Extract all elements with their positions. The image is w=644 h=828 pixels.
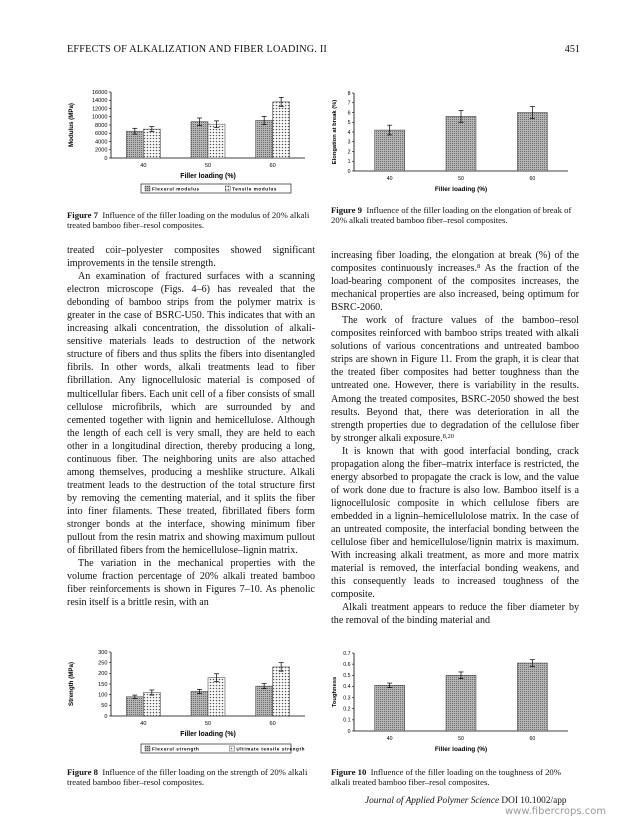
watermark: www.fibercrops.com xyxy=(505,806,607,817)
legend-label: Ultimate tensile strength xyxy=(236,746,306,752)
y-tick-label: 0 xyxy=(347,168,351,175)
bar xyxy=(446,116,476,171)
bar xyxy=(273,667,290,716)
y-tick-label: 4 xyxy=(347,129,351,136)
y-tick-label: 2 xyxy=(347,149,351,156)
right-paragraph-1 xyxy=(331,249,579,314)
figure-8-text: Influence of the filler loading on the strength of 20% alkali treated bamboo fiber–resol composites. xyxy=(67,767,308,788)
bar xyxy=(517,113,547,172)
bar xyxy=(256,686,273,716)
running-title: EFFECTS OF ALKALIZATION AND FIBER LOADING. II xyxy=(67,44,328,55)
y-tick-label: 150 xyxy=(98,681,108,688)
figure-9-chart xyxy=(330,89,580,193)
right-column-text xyxy=(331,249,579,627)
y-axis-label: Modulus (MPa) xyxy=(68,103,75,147)
y-tick-label: 0.6 xyxy=(343,661,351,668)
figure-8-label: Figure 8 xyxy=(67,767,98,777)
legend-label: Flexural modulus xyxy=(152,186,200,192)
y-tick-label: 0.1 xyxy=(343,717,351,724)
bar xyxy=(273,102,290,158)
bar xyxy=(375,685,405,731)
left-paragraph-1: treated coir–polyester composites showed significant improvements in the tensile strength. xyxy=(67,245,315,270)
right-paragraph-1-text: increasing fiber loading, the elongation at break (%) of the composites continuously increases. xyxy=(331,250,579,275)
x-tick-label: 60 xyxy=(269,721,276,727)
x-tick-label: 60 xyxy=(529,176,536,182)
y-tick-label: 6 xyxy=(347,110,351,117)
right-paragraph-3: It is known that with good interfacial bonding, crack propagation along the fiber–matrix interface is restricted, the energy absorbed to propagate the crack is low, and the value of work done due to fracture is also low. Bamboo itself is a lignocellulosic composite in which cellulose fibers are embedded in a lignin–hemicellulolose matrix. In the case of an untreated composite, the interfacial bonding between the cellulose fiber and hemicellulose/lignin matrix is maximum. With increasing alkali treatment, as more and more matrix material is removed, the interfacial bonding weakens, and this consequently leads to increased toughness of the composite. xyxy=(331,445,579,601)
x-tick-label: 50 xyxy=(458,736,464,742)
x-axis-label: Filler loading (%) xyxy=(180,731,236,738)
left-column-text xyxy=(67,244,315,609)
figure-10-caption xyxy=(331,767,579,787)
y-tick-label: 8 xyxy=(347,90,351,97)
legend-swatch xyxy=(225,186,230,191)
figure-7-caption xyxy=(67,210,315,230)
y-axis-label: Toughness xyxy=(332,676,338,708)
bar xyxy=(191,122,208,158)
citation-8-20: 8,20 xyxy=(442,432,454,440)
x-axis-label: Filler loading (%) xyxy=(180,173,236,180)
citation-8: 8 xyxy=(477,263,481,271)
y-tick-label: 7 xyxy=(347,100,351,107)
x-tick-label: 50 xyxy=(458,176,464,182)
bar xyxy=(208,678,225,716)
x-tick-label: 60 xyxy=(529,736,536,742)
y-tick-label: 300 xyxy=(98,649,108,656)
y-tick-label: 0.4 xyxy=(343,684,351,691)
legend-swatch xyxy=(145,746,150,751)
y-tick-label: 8000 xyxy=(95,122,108,129)
y-axis-label: Strength (MPa) xyxy=(68,662,75,706)
figure-7-text: Influence of the filler loading on the modulus of 20% alkali treated bamboo fiber–resol composites. xyxy=(67,210,310,231)
y-axis-label: Elongation at break (%) xyxy=(332,99,338,165)
y-tick-label: 1 xyxy=(347,159,351,166)
right-paragraph-2 xyxy=(331,314,579,444)
y-tick-label: 2000 xyxy=(95,147,108,154)
bar xyxy=(126,697,143,716)
bar xyxy=(256,120,273,158)
y-tick-label: 0 xyxy=(347,728,351,735)
y-tick-label: 0.5 xyxy=(343,673,351,680)
y-tick-label: 250 xyxy=(98,660,108,667)
y-tick-label: 5 xyxy=(347,120,351,127)
page-number: 451 xyxy=(564,44,580,55)
bar xyxy=(143,693,160,716)
y-tick-label: 200 xyxy=(98,671,108,678)
x-tick-label: 50 xyxy=(204,721,212,727)
figure-7-label: Figure 7 xyxy=(67,210,98,220)
y-tick-label: 0 xyxy=(104,155,108,162)
y-tick-label: 0.7 xyxy=(343,650,351,657)
right-paragraph-2-text: The work of fracture values of the bamboo–resol composites reinforced with bamboo strips treated with alkali solutions of various concentrations and untreated bamboo strips are shown in Figure 11. From the graph, it is clear that the treated fiber composites had better toughness than the untreated one. However, there is variability in the results. Among the treated composites, BSRC-2050 showed the best results. Beyond that, there was deterioration in all the strength properties due to degradation of the cellulose fiber by stronger alkali exposure. xyxy=(331,315,579,444)
figure-7-chart xyxy=(65,86,317,198)
figure-10-chart xyxy=(330,649,580,756)
y-tick-label: 0 xyxy=(104,713,108,720)
bar xyxy=(208,124,225,158)
x-tick-label: 60 xyxy=(269,163,276,169)
figure-9-text: Influence of the filler loading on the elongation of break of 20% alkali treated bamboo fiber–resol composites. xyxy=(331,205,572,226)
y-tick-label: 14000 xyxy=(91,98,108,105)
y-tick-label: 100 xyxy=(98,692,108,699)
y-tick-label: 6000 xyxy=(95,131,108,138)
bar xyxy=(517,663,547,731)
doi-text: DOI 10.1002/app xyxy=(499,796,567,806)
left-paragraph-2: An examination of fractured surfaces with a scanning electron microscope (Figs. 4–6) has revealed that the debonding of bamboo strips from the polymer matrix is greater in the case of BSRC-U50. This indicates that with an increasing alkali concentration, the dissolution of alkali-sensitive materials leads to destruction of the network structure of fibers and thus splits the fibers into disentangled fibrils. In other words, alkali treatments lead to fiber fibrillation. Any lignocellulosic material is composed of multicellular fibers. Each unit cell of a fiber consists of small cellulose microfibrils, which are surrounded by and cemented together with lignin and hemicellulose. Although the length of each cell is very small, they are held to each other in a longitudinal direction, thereby producing a long, continuous fiber. The neighboring units are also attached among themselves, producing a meshlike structure. Alkali treatment leads to the destruction of the total structure first by removing the cementing material, and it splits the fiber into finer filaments. These treated, fibrillated fibers form stronger bonds at the interface, showing minimum fiber pullout from the resin matrix and showing maximum pullout of fibrillated fibers from the hemicellulose–lignin matrix. xyxy=(67,271,315,557)
figure-9-caption xyxy=(331,205,579,225)
left-paragraph-3: The variation in the mechanical properties with the volume fraction percentage of 20% alkali treated bamboo fiber reinforcements is shown in Figures 7–10. As phenolic resin itself is a brittle resin, with an xyxy=(67,558,315,609)
bar xyxy=(375,130,405,171)
right-paragraph-1-tail: As the fraction of the load-bearing component of the composites increases, the mechanical properties are also increased, being optimum for BSRC-2060. xyxy=(331,263,580,314)
x-tick-label: 40 xyxy=(140,721,147,727)
bar xyxy=(191,691,208,716)
x-axis-label: Filler loading (%) xyxy=(434,746,488,753)
y-tick-label: 50 xyxy=(101,703,108,710)
bar xyxy=(126,131,143,158)
x-tick-label: 50 xyxy=(204,163,212,169)
figure-9-label: Figure 9 xyxy=(331,205,362,215)
figure-10-label: Figure 10 xyxy=(331,767,367,777)
legend-label: Tensile modulus xyxy=(232,186,278,192)
y-tick-label: 12000 xyxy=(91,106,108,113)
bar xyxy=(446,675,476,731)
y-tick-label: 4000 xyxy=(95,139,108,146)
y-tick-label: 0.3 xyxy=(343,695,351,702)
figure-10-text: Influence of the filler loading on the toughness of 20% alkali treated bamboo fiber–resol composites. xyxy=(331,767,562,788)
figure-8-chart xyxy=(65,648,317,758)
x-tick-label: 40 xyxy=(386,176,393,182)
figure-8-caption xyxy=(67,767,315,787)
x-axis-label: Filler loading (%) xyxy=(434,186,488,193)
legend-swatch xyxy=(229,746,234,751)
x-tick-label: 40 xyxy=(386,736,393,742)
y-tick-label: 0.2 xyxy=(343,706,351,713)
y-tick-label: 3 xyxy=(347,139,351,146)
y-tick-label: 10000 xyxy=(91,114,108,121)
legend-label: Flexural strength xyxy=(152,746,200,752)
legend-swatch xyxy=(145,186,150,191)
journal-footer xyxy=(365,796,567,806)
journal-name: Journal of Applied Polymer Science xyxy=(365,796,500,806)
y-tick-label: 16000 xyxy=(91,89,108,96)
x-tick-label: 40 xyxy=(140,163,147,169)
bar xyxy=(143,129,160,158)
right-paragraph-4: Alkali treatment appears to reduce the fiber diameter by the removal of the binding material and xyxy=(331,602,579,627)
